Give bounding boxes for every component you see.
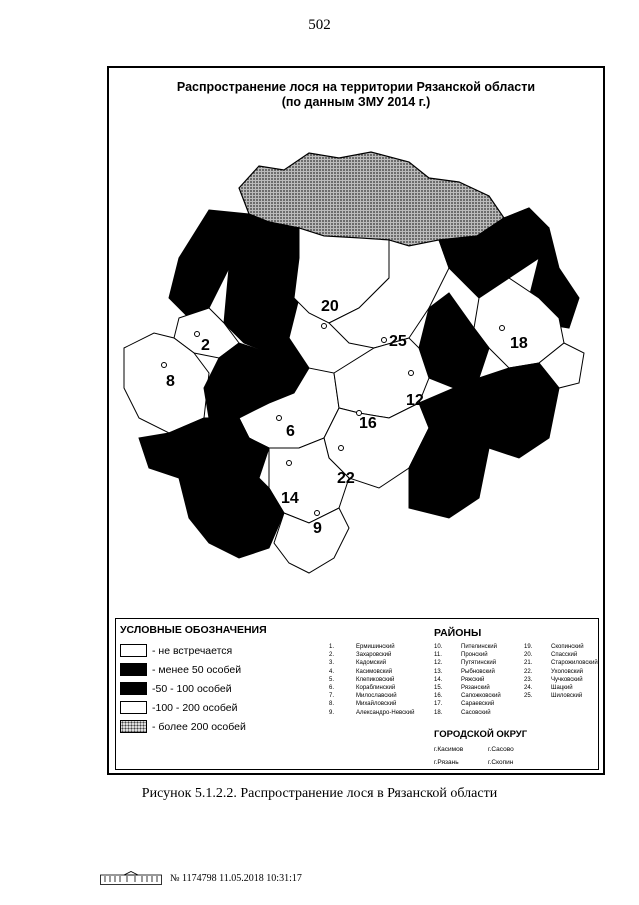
- region-southwest-black-2: [179, 478, 284, 558]
- districts-column-2: [434, 643, 501, 717]
- district-row: 22. Ухоловский: [524, 668, 584, 675]
- region-label-12: 12: [406, 392, 424, 409]
- centroid-marker: [500, 326, 505, 331]
- district-row: 21. Старожиловский: [524, 660, 598, 667]
- district-row: 8. Михайловский: [329, 701, 397, 708]
- centroid-marker: [382, 338, 387, 343]
- district-row: 19. Скопинский: [524, 644, 584, 650]
- region-label-2: 2: [201, 337, 210, 354]
- legend-swatch-none: [120, 644, 147, 657]
- region-label-22: 22: [337, 470, 355, 487]
- district-row: 6. Кораблинский: [329, 685, 396, 692]
- region-label-6: 6: [286, 423, 295, 440]
- districts-column-1: [329, 643, 414, 717]
- district-row: 15. Рязанский: [434, 685, 490, 692]
- page-number: 502: [308, 17, 331, 33]
- legend-item: [120, 681, 232, 696]
- map-figure-frame: [107, 66, 605, 775]
- district-row: 7. Милославский: [329, 693, 397, 700]
- centroid-marker: [409, 371, 414, 376]
- district-row: 24. Шацкий: [524, 685, 573, 692]
- district-row: 23. Чучковский: [524, 676, 583, 683]
- legend-label: - более 200 особей: [152, 720, 246, 733]
- legend-swatch-100-200: [120, 701, 147, 714]
- districts-column-3: [524, 643, 598, 700]
- map-title: [109, 80, 603, 110]
- district-row: 10. Пителинский: [434, 644, 497, 650]
- legend-title: УСЛОВНЫЕ ОБОЗНАЧЕНИЯ: [120, 624, 267, 636]
- district-row: 9. Александро-Невский: [329, 709, 415, 716]
- legend-item: [120, 662, 241, 677]
- district-row: 5. Клепиковский: [329, 676, 395, 683]
- gorod-okrug-title: ГОРОДСКОЙ ОКРУГ: [434, 729, 528, 740]
- region-label-16: 16: [359, 415, 377, 432]
- district-row: 1. Ермишинский: [329, 644, 395, 650]
- legend-label: - не встречается: [152, 644, 233, 657]
- district-row: 25. Шиловский: [524, 693, 583, 700]
- document-footer: [100, 871, 302, 885]
- region-label-8: 8: [166, 373, 175, 390]
- district-row: 11. Пронский: [434, 652, 488, 659]
- region-label-25: 25: [389, 333, 407, 350]
- map-title-line1: Распространение лося на территории Рязанской области: [176, 80, 536, 94]
- figure-caption: Рисунок 5.1.2.2. Распространение лося в Рязанской области: [141, 786, 498, 801]
- legend-label: - менее 50 особей: [152, 663, 242, 676]
- region-label-14: 14: [281, 490, 299, 507]
- centroid-marker: [322, 324, 327, 329]
- gorod-item: г.Рязань: [434, 759, 459, 766]
- legend-swatch-under50: [120, 663, 147, 676]
- legend-item: [120, 719, 246, 734]
- district-row: 14. Ряжский: [434, 676, 485, 683]
- document-id: № 1174798 11.05.2018 10:31:17: [170, 872, 302, 884]
- government-building-logo: [100, 871, 162, 885]
- district-row: 2. Захаровский: [329, 652, 392, 659]
- legend-box: [115, 618, 599, 770]
- districts-title: РАЙОНЫ: [434, 627, 482, 639]
- centroid-marker: [162, 363, 167, 368]
- district-row: 4. Касимовский: [329, 668, 393, 675]
- centroid-marker: [339, 446, 344, 451]
- ryazan-region-map: [109, 148, 603, 618]
- region-label-20: 20: [321, 298, 339, 315]
- centroid-marker: [315, 511, 320, 516]
- gorod-column-1: [434, 743, 463, 769]
- legend-item: [120, 700, 237, 715]
- district-row: 20. Спасский: [524, 652, 578, 659]
- gorod-item: г.Касимов: [434, 746, 464, 753]
- legend-swatch-50-100: [120, 682, 147, 695]
- legend-item: [120, 643, 232, 658]
- gorod-item: г.Сасово: [488, 746, 514, 753]
- legend-label: -50 - 100 особей: [152, 682, 232, 695]
- region-label-18: 18: [510, 335, 528, 352]
- centroid-marker: [277, 416, 282, 421]
- legend-label: -100 - 200 особей: [152, 701, 238, 714]
- gorod-column-2: [488, 743, 514, 769]
- district-row: 16. Сапожковский: [434, 693, 501, 700]
- district-row: 12. Путятинский: [434, 660, 497, 667]
- legend-swatch-over200: [120, 720, 147, 733]
- district-row: 13. Рыбновский: [434, 668, 495, 675]
- centroid-marker: [287, 461, 292, 466]
- centroid-marker: [195, 332, 200, 337]
- district-row: 18. Сасовский: [434, 709, 491, 716]
- district-row: 3. Кадомский: [329, 660, 387, 667]
- district-row: 17. Сараевский: [434, 701, 495, 708]
- region-label-9: 9: [313, 520, 322, 537]
- gorod-item: г.Скопин: [488, 759, 514, 766]
- map-title-line2: (по данным ЗМУ 2014 г.): [281, 95, 431, 109]
